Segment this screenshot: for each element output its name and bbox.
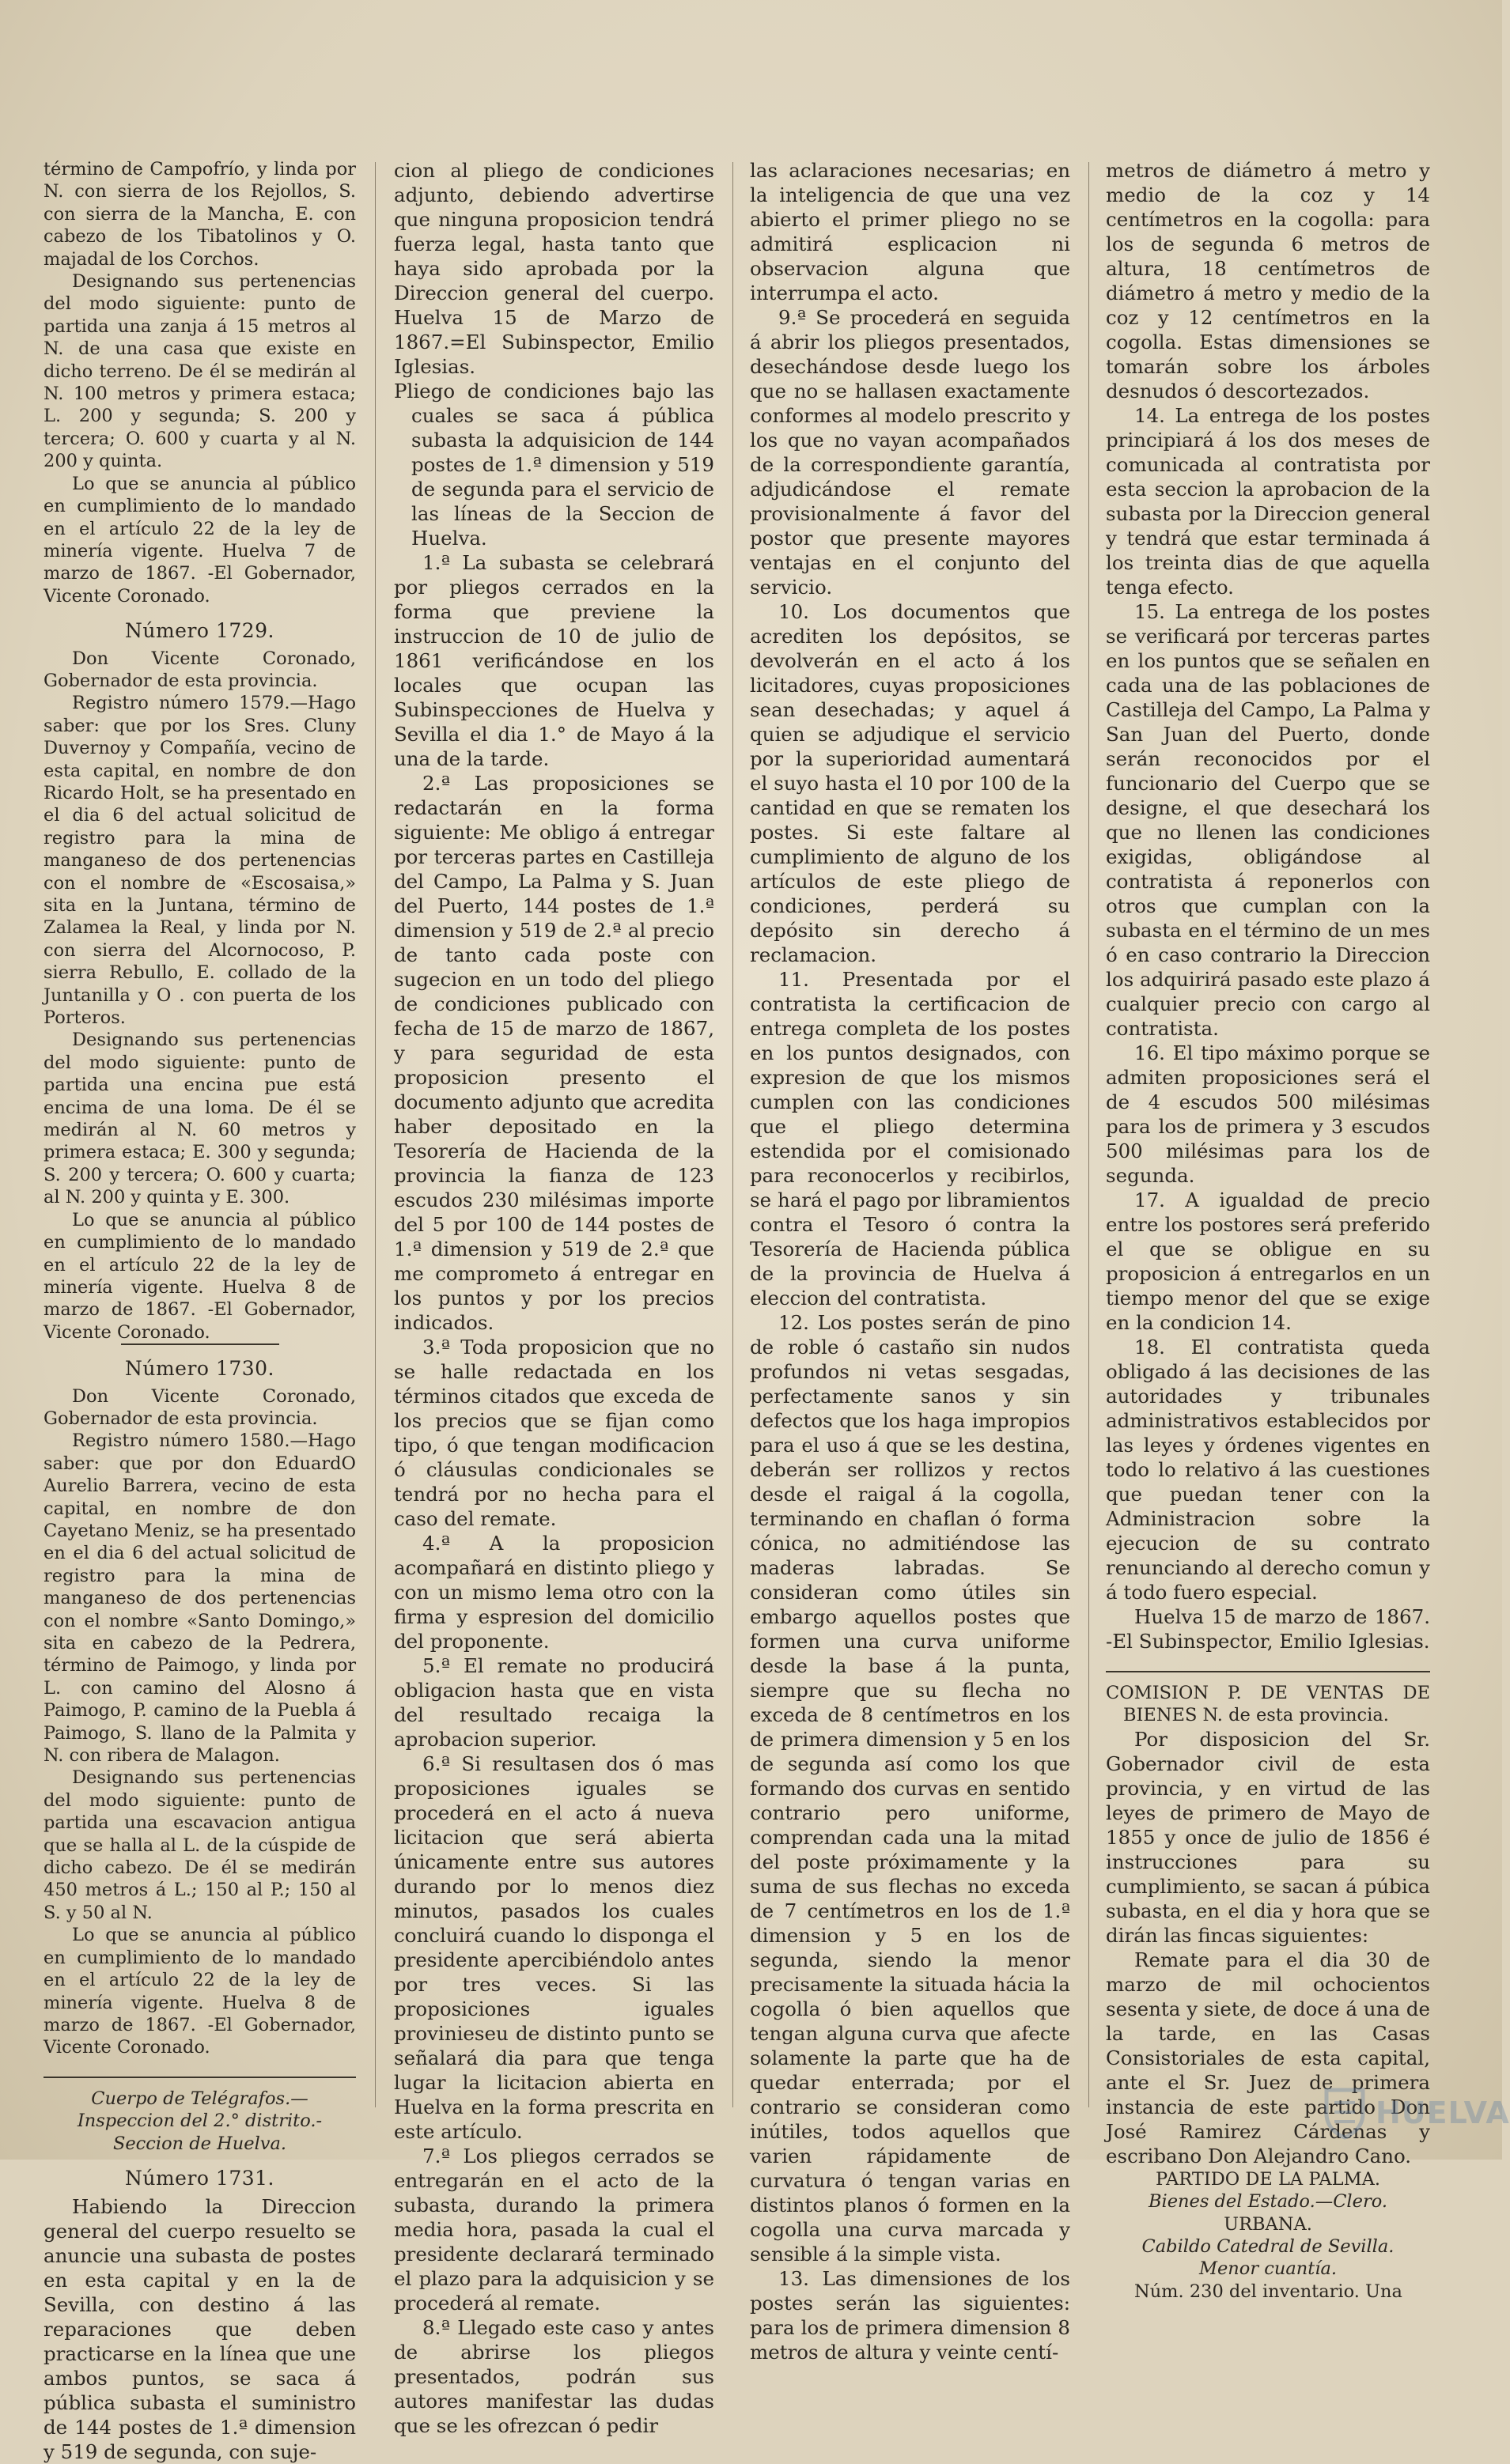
column-divider <box>375 162 376 2107</box>
paragraph: metros de diámetro á metro y medio de la coz y 14 centímetros en la cogolla: para los de segunda 6 metros de altura, 18 centímetros de diámetro á metro y medio de la coz y 12 centímetros en la cogolla. Estas dimensiones se tomarán sobre los árboles desnudos ó descortezados. <box>1106 159 1430 402</box>
paragraph: Cabildo Catedral de Sevilla. <box>1141 2236 1395 2258</box>
paragraph: Don Vicente Coronado, Gobernador de esta provincia. <box>44 648 356 691</box>
paragraph: Lo que se anuncia al público en cumplimiento de lo mandado en el artículo 22 de la ley de minería vigente. Huelva 8 de marzo de 1867. -El Gobernador, Vicente Coronado. <box>44 1209 356 1343</box>
section-heading: Cuerpo de Telégrafos.—Inspeccion del 2.° distrito.-Seccion de Huelva. <box>77 2088 323 2154</box>
watermark-label: HUELVA <box>1376 2096 1510 2130</box>
paragraph: 5.ª El remate no producirá obligacion hasta que en vista del resultado recaiga la aprobacion superior. <box>394 1654 714 1751</box>
notice-number: Número 1729. <box>125 619 274 643</box>
paragraph: 2.ª Las proposiciones se redactarán en la forma siguiente: Me obligo á entregar por terceras partes en Castilleja del Campo, La Palma y S. Juan del Puerto, 144 postes de 1.ª dimension y 519 de 2.ª al precio de tanto cada poste con sugecion en un todo del pliego de condiciones publicado con fecha de 15 de marzo de 1867, y para seguridad de esta proposicion presento el documento adjunto que acredita haber depositado en la Tesorería de Hacienda de la provincia la fianza de 123 escudos 230 milésimas importe del 5 por 100 de 144 postes de 1.ª dimension y 519 de 2.ª que me comprometo á entregar en los puntos y por los precios indicados. <box>394 772 714 1334</box>
paragraph: COMISION P. DE VENTAS DE BIENES N. de esta provincia. <box>1106 1683 1430 1726</box>
paragraph: 11. Presentada por el contratista la certificacion de entrega completa de los postes en los puntos designados, con expresion de que los mismos cumplen con las condiciones que el pliego determina estendida por el comisionado para reconocerlos y recibirlos, se hará el pago por libramientos contra el Tesoro ó contra la Tesorería de Hacienda pública de la provincia de Huelva á eleccion del contratista. <box>750 968 1070 1309</box>
number-rule <box>121 1343 279 1345</box>
coat-of-arms-icon <box>1322 2087 1368 2139</box>
paragraph: Designando sus pertenencias del modo siguiente: punto de partida una zanja á 15 metros al N. de una casa que existe en dicho terreno. De él se medirán al N. 100 metros y primera estaca; L. 200 y segunda; S. 200 y tercera; O. 600 y cuarta y al N. 200 y quinta. <box>44 271 356 472</box>
paragraph: 4.ª A la proposicion acompañará en distinto pliego y con un mismo lema otro con la firma y espresion del domicilio del proponente. <box>394 1532 714 1653</box>
column-2 <box>394 158 714 2437</box>
paragraph: Núm. 230 del inventario. Una <box>1134 2281 1402 2302</box>
paragraph: cion al pliego de condiciones adjunto, debiendo advertirse que ninguna proposicion tendrá fuerza legal, hasta tanto que haya sido aprobada por la Direccion general del cuerpo. Huelva 15 de Marzo de 1867.=El Subinspector, Emilio Iglesias. <box>394 159 714 378</box>
paragraph: 13. Las dimensiones de los postes serán las siguientes: para los de primera dimension 8 metros de altura y veinte centí- <box>750 2267 1070 2364</box>
paragraph: Lo que se anuncia al público en cumplimiento de lo mandado en el artículo 22 de la ley de minería vigente. Huelva 7 de marzo de 1867. -El Gobernador, Vicente Coronado. <box>44 473 356 607</box>
paragraph: 3.ª Toda proposicion que no se halle redactada en los términos citados que exceda de los precios que se fijan como tipo, ó que tengan modificacion ó cláusulas condicionales se tendrá por no hecha para el caso del remate. <box>394 1336 714 1530</box>
paragraph: Por disposicion del Sr. Gobernador civil de esta provincia, y en virtud de las leyes de primero de Mayo de 1855 y once de julio de 1856 é instrucciones para su cumplimiento, se sacan á púbica subasta, en el dia y hora que se dirán las fincas siguientes: <box>1106 1727 1430 1947</box>
paragraph: 18. El contratista queda obligado á las decisiones de las autoridades y tribunales administrativos establecidos por las leyes y órdenes vigentes en todo lo relativo á las cuestiones que puedan tener con la Administracion sobre la ejecucion de su contrato renunciando al derecho comun y á todo fuero especial. <box>1106 1336 1430 1604</box>
section-rule <box>44 2077 356 2078</box>
paragraph: 8.ª Llegado este caso y antes de abrirse los pliegos presentados, podrán sus autores manifestar las dudas que se les ofrezcan ó pedir <box>394 2316 714 2437</box>
paragraph: Habiendo la Direccion general del cuerpo resuelto se anuncie una subasta de postes en esta capital y en la de Sevilla, con destino á las reparaciones que deben practicarse en la línea que une ambos puntos, se saca á pública subasta el suministro de 144 postes de 1.ª dimension y 519 de segunda, con suje- <box>44 2195 356 2464</box>
paragraph: Remate para el dia 30 de marzo de mil ochocientos sesenta y siete, de doce á una de la tarde, en las Casas Consistoriales de esta capital, ante el Sr. Juez de primera instancia de este partido Don José Ramirez Cárdenas y escribano Don Alejandro Cano. <box>1106 1948 1430 2167</box>
notice-number: Número 1730. <box>125 1357 274 1381</box>
paragraph: 14. La entrega de los postes principiará á los dos meses de comunicada al contratista por esta seccion la aprobacion de la subasta por la Direccion general y tendrá que estar terminada á los treinta dias de que aquella tenga efecto. <box>1106 404 1430 599</box>
paragraph: 10. Los documentos que acrediten los depósitos, se devolverán en el acto á los licitadores, cuyas proposiciones sean desechadas; y aquel á quien se adjudique el servicio por la superioridad aumentará el suyo hasta el 10 por 100 de la cantidad en que se rematen los postes. Si este faltare al cumplimiento de alguno de los artículos de este pliego de condiciones, perderá su depósito sin derecho á reclamacion. <box>750 600 1070 966</box>
column-1 <box>44 158 356 2464</box>
paragraph: Menor cuantía. <box>1198 2258 1338 2280</box>
paragraph: Lo que se anuncia al público en cumplimiento de lo mandado en el artículo 22 de la ley de minería vigente. Huelva 8 de marzo de 1867. -El Gobernador, Vicente Coronado. <box>44 1925 356 2058</box>
paragraph: Designando sus pertenencias del modo siguiente: punto de partida una escavacion antigua que se halla al L. de la cúspide de dicho cabezo. De él se medirán 450 metros á L.; 150 al P.; 150 al S. y 50 al N. <box>44 1767 356 1923</box>
paragraph: Huelva 15 de marzo de 1867. -El Subinspector, Emilio Iglesias. <box>1106 1605 1430 1653</box>
column-4 <box>1106 158 1430 2302</box>
column-divider <box>732 162 733 2107</box>
paragraph: 16. El tipo máximo porque se admiten proposiciones será el de 4 escudos 500 milésimas para los de primera y 3 escudos 500 milésimas para los de segunda. <box>1106 1041 1430 1187</box>
notice-number: Número 1731. <box>125 2166 274 2190</box>
paragraph: Bienes del Estado.—Clero. <box>1148 2191 1388 2213</box>
paragraph: 7.ª Los pliegos cerrados se entregarán en el acto de la subasta, durando la primera media hora, pasada la cual el presidente declarará terminado el plazo para la adquisicion y se procederá al remate. <box>394 2145 714 2315</box>
paragraph: URBANA. <box>1224 2213 1312 2235</box>
paragraph: Registro número 1579.—Hago saber: que por los Sres. Cluny Duvernoy y Compañía, vecino de esta capital, en nombre de don Ricardo Holt, se ha presentado en el dia 6 del actual solicitud de registro para la mina de manganeso de dos pertenencias con el nombre de «Escosaisa,» sita en la Juntana, término de Zalamea la Real, y linda por N. con sierra del Alcornocoso, P. sierra Rebullo, E. collado de la Juntanilla y O . con puerta de los Porteros. <box>44 693 356 1029</box>
paragraph: PARTIDO DE LA PALMA. <box>1155 2168 1381 2190</box>
paragraph: Registro número 1580.—Hago saber: que por don EduardO Aurelio Barrera, vecino de esta capital, en nombre de don Cayetano Meniz, se ha presentado en el dia 6 del actual solicitud de registro para la mina de manganeso de dos pertenencias con el nombre «Santo Domingo,» sita en cabezo de la Pedrera, término de Paimogo, y linda por L. con camino del Alosno á Paimogo, P. camino de la Puebla á Paimogo, S. llano de la Palmita y N. con ribera de Malagon. <box>44 1430 356 1767</box>
paragraph: Don Vicente Coronado, Gobernador de esta provincia. <box>44 1385 356 1429</box>
paragraph: 12. Los postes serán de pino de roble ó castaño sin nudos profundos ni vetas sesgadas, perfectamente sanos y sin defectos que los haga impropios para el uso á que se les destina, deberán ser rollizos y rectos desde el raigal á la cogolla, terminando en chaflan ó forma cónica, no admitiéndose las maderas labradas. Se consideran como útiles sin embargo aquellos postes que formen una curva uniforme desde la base á la punta, siempre que su flecha no exceda de 8 centímetros en los de primera dimension y 5 en los de segunda así como los que formando dos curvas en sentido contrario pero uniforme, comprendan cada una la mitad del poste próximamente y la suma de sus flechas no exceda de 7 centímetros en los de 1.ª dimension y 5 en los de segunda, siendo la menor precisamente la situada hácia la cogolla ó bien aquellos que tengan alguna curva que afecte solamente la parte que ha de quedar enterrada; por el contrario se consideran como inútiles, todos aquellos que varien rápidamente de curvatura ó tengan varias en distintos planos ó formen en la cogolla una curva marcada y sensible á la simple vista. <box>750 1311 1070 2266</box>
archive-watermark <box>1322 2084 1510 2142</box>
paragraph: 1.ª La subasta se celebrará por pliegos cerrados en la forma que previene la instruccion de 10 de julio de 1861 verificándose en los locales que ocupan las Subinspecciones de Huelva y Sevilla el dia 1.° de Mayo á la una de la tarde. <box>394 551 714 770</box>
paragraph: Pliego de condiciones bajo las cuales se saca á pública subasta la adquisicion de 144 postes de 1.ª dimension y 519 de segunda para el servicio de las líneas de la Seccion de Huelva. <box>394 380 714 550</box>
section-rule <box>1106 1671 1430 1672</box>
column-divider <box>1088 162 1089 2107</box>
paragraph: 9.ª Se procederá en seguida á abrir los pliegos presentados, desechándose desde luego los que no se hallasen exactamente conformes al modelo prescrito y los que no vayan acompañados de la correspondiente garantía, adjudicándose el remate provisionalmente á favor del postor que presente mayores ventajas en el conjunto del servicio. <box>750 306 1070 599</box>
column-3 <box>750 158 1070 2364</box>
paragraph: 15. La entrega de los postes se verificará por terceras partes en los puntos que se señalen en cada una de las poblaciones de Castilleja del Campo, La Palma y San Juan del Puerto, donde serán reconocidos por el funcionario del Cuerpo que se designe, el que desechará los que no llenen las condiciones exigidas, obligándose al contratista á reponerlos con otros que cumplan con la subasta en el término de un mes ó en caso contrario la Direccion los adquirirá pasado este plazo á cualquier precio con cargo al contratista. <box>1106 600 1430 1040</box>
paragraph: término de Campofrío, y linda por N. con sierra de los Rejollos, S. con sierra de la Mancha, E. con cabezo de los Tibatolinos y O. majadal de los Corchos. <box>44 159 356 270</box>
paragraph: las aclaraciones necesarias; en la inteligencia de que una vez abierto el primer pliego no se admitirá esplicacion ni observacion alguna que interrumpa el acto. <box>750 159 1070 304</box>
paragraph: Designando sus pertenencias del modo siguiente: punto de partida una encina pue está encima de una loma. De él se medirán al N. 60 metros y primera estaca; E. 300 y segunda; S. 200 y tercera; O. 600 y cuarta; al N. 200 y quinta y E. 300. <box>44 1030 356 1208</box>
paragraph: 17. A igualdad de precio entre los postores será preferido el que se obligue en su proposicion á entregarlos en un tiempo menor del que se exige en la condicion 14. <box>1106 1189 1430 1334</box>
paragraph: 6.ª Si resultasen dos ó mas proposiciones iguales se procederá en el acto á nueva licitacion que será abierta únicamente entre sus autores durando por lo menos diez minutos, pasados los cuales concluirá cuando lo disponga el presidente apercibiéndolo antes por tres veces. Si las proposiciones iguales provinieseu de distinto punto se señalará dia para que tenga lugar la licitacion abierta en Huelva en la forma prescrita en este artículo. <box>394 1752 714 2143</box>
